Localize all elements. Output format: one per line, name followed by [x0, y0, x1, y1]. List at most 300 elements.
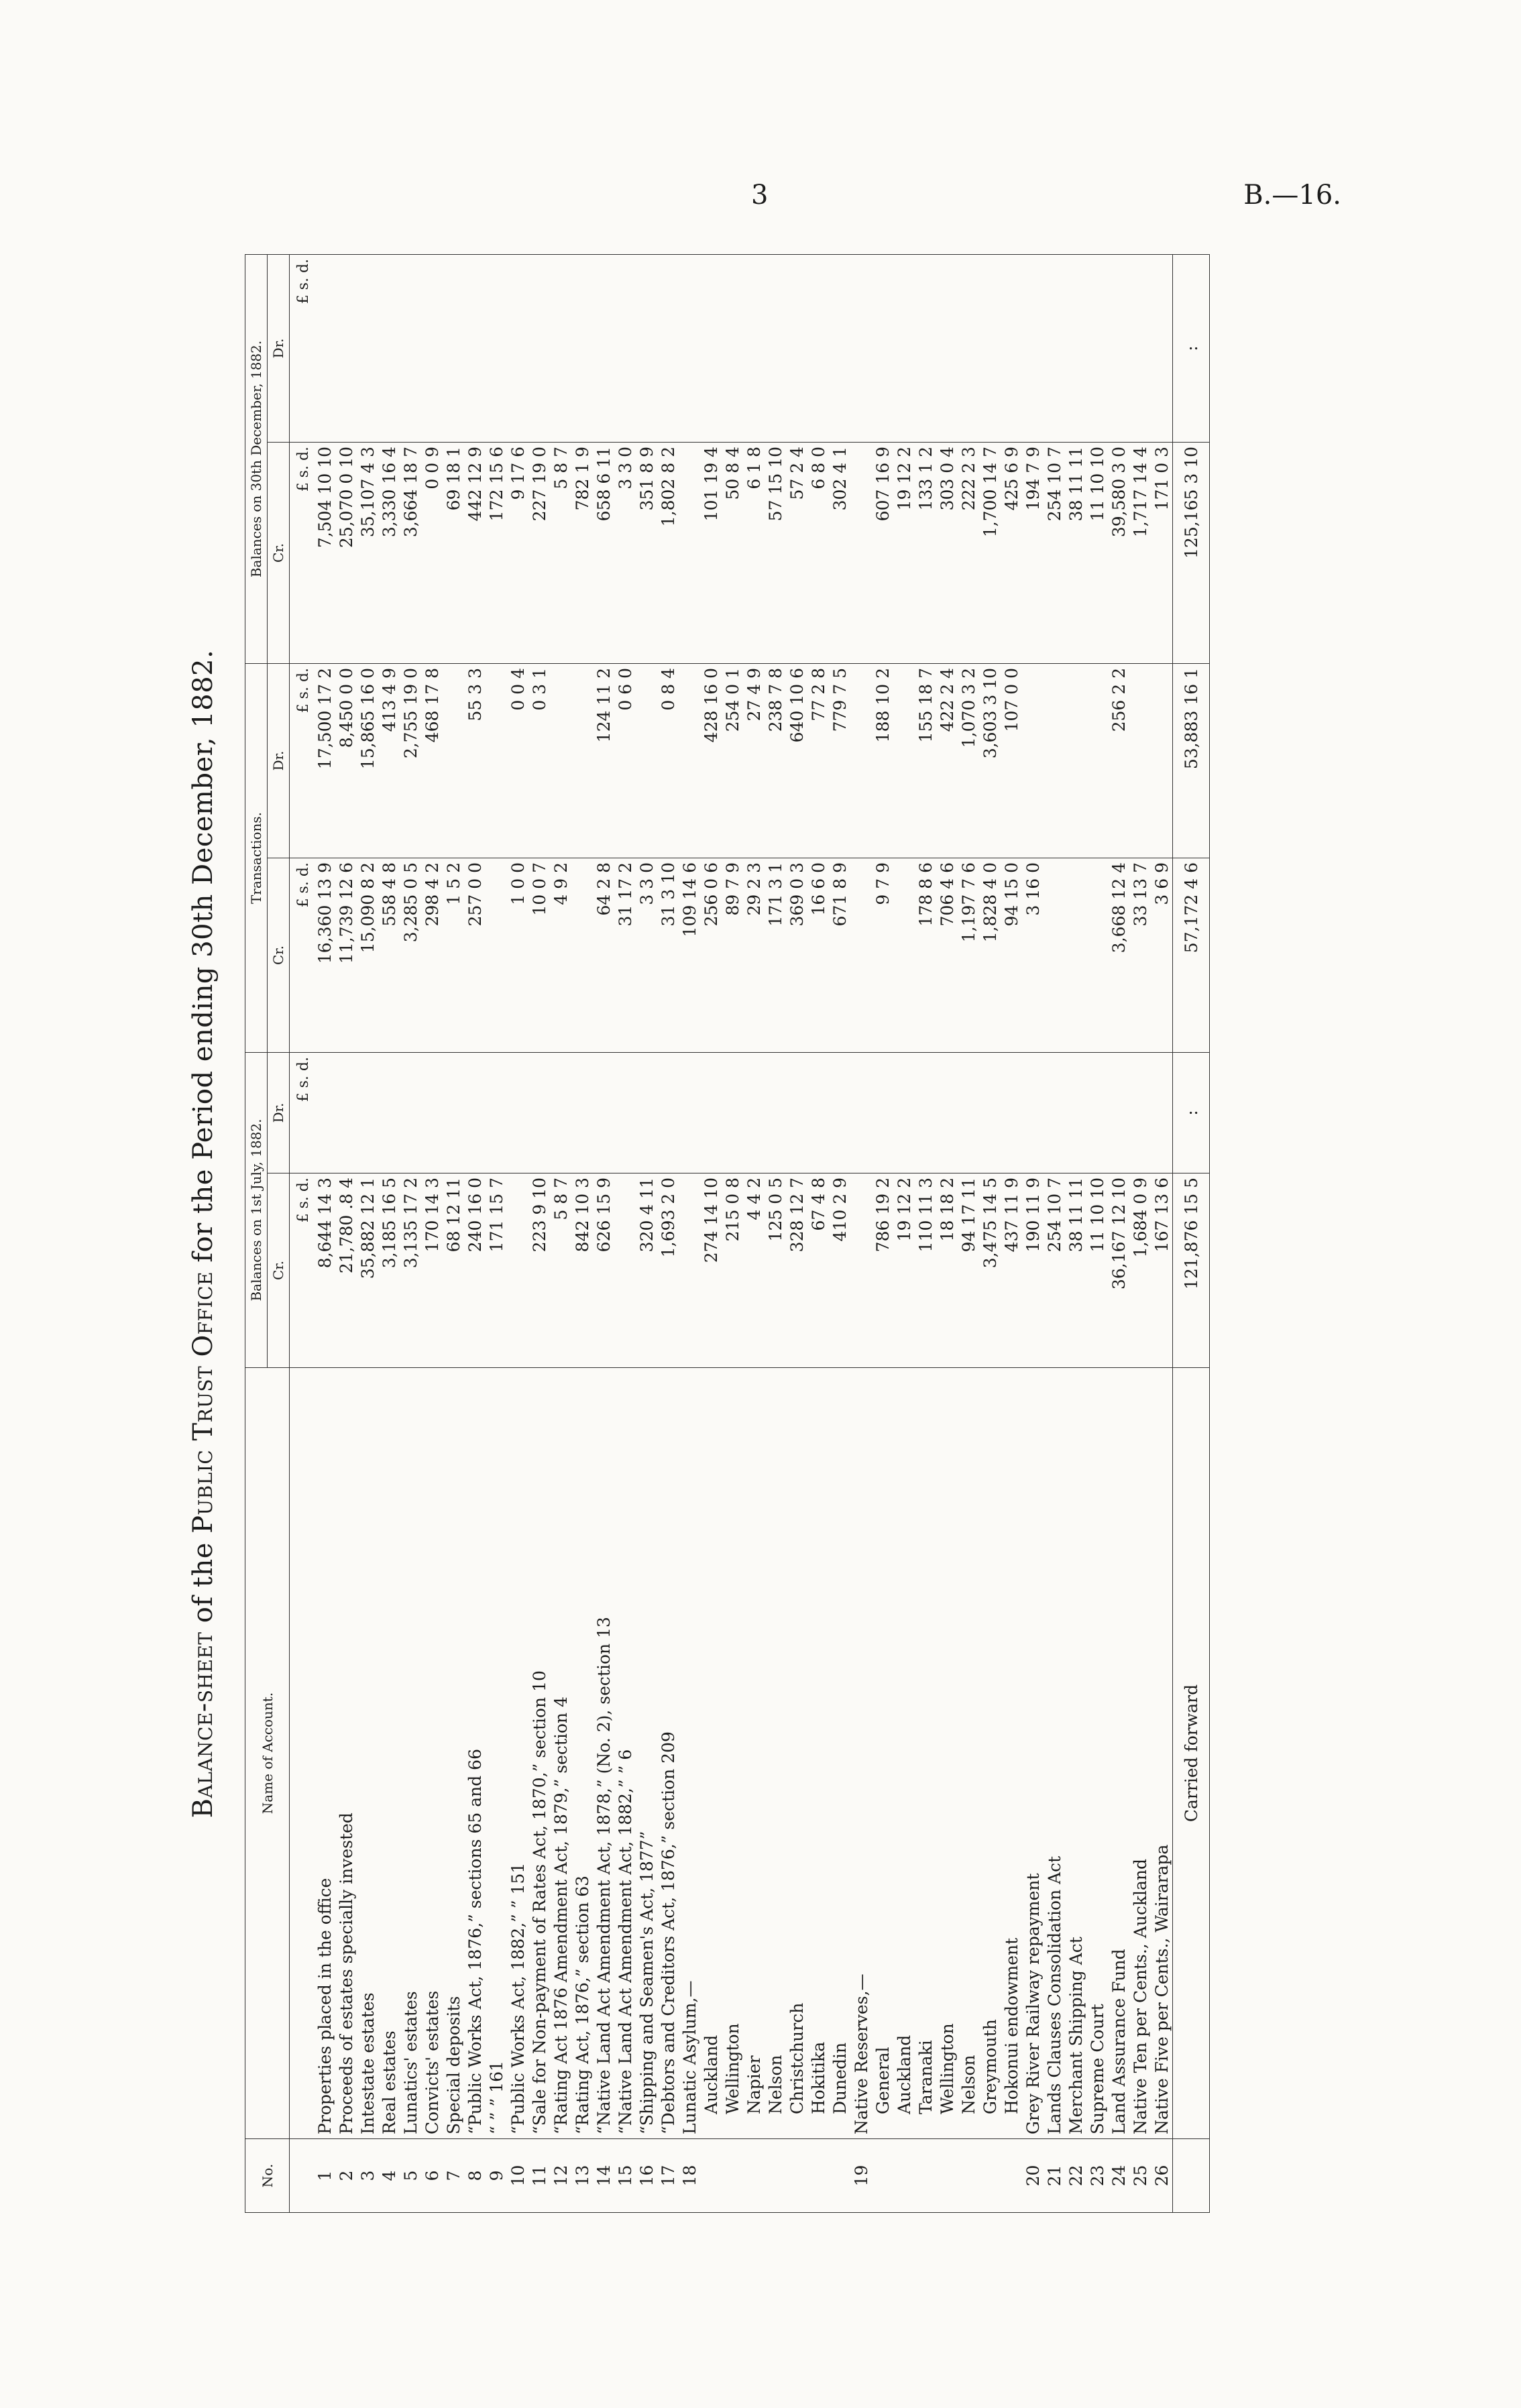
units-close-dr: £ s. d. — [290, 254, 315, 442]
closing-cr: 19 12 2 — [893, 442, 915, 663]
opening-dr — [829, 1053, 850, 1173]
row-number: 4 — [378, 2139, 400, 2213]
opening-cr: 21,780 .8 4 — [335, 1173, 357, 1368]
opening-dr — [850, 1053, 872, 1173]
row-number — [700, 2139, 722, 2213]
row-number: 23 — [1086, 2139, 1108, 2213]
account-name: Wellington — [722, 1368, 743, 2139]
closing-cr: 425 6 9 — [1001, 442, 1022, 663]
opening-dr — [1044, 1053, 1065, 1173]
closing-cr: 50 8 4 — [722, 442, 743, 663]
transaction-dr: 3,603 3 10 — [979, 663, 1001, 858]
closing-dr — [357, 254, 378, 442]
table-row — [400, 254, 421, 2212]
table-row — [443, 254, 464, 2212]
closing-cr: 39,580 3 0 — [1108, 442, 1129, 663]
closing-cr: 7,504 10 10 — [314, 442, 335, 663]
account-name: Real estates — [378, 1368, 400, 2139]
row-number — [829, 2139, 850, 2213]
transaction-cr — [1044, 858, 1065, 1053]
transaction-cr: 31 3 10 — [657, 858, 679, 1053]
transaction-dr: 256 2 2 — [1108, 663, 1129, 858]
transaction-cr: 1,828 4 0 — [979, 858, 1001, 1053]
transaction-dr: 17,500 17 2 — [314, 663, 335, 858]
account-name: General — [872, 1368, 893, 2139]
opening-cr: 190 11 9 — [1022, 1173, 1044, 1368]
table-row — [335, 254, 357, 2212]
closing-dr — [765, 254, 786, 442]
closing-cr: 9 17 6 — [507, 442, 528, 663]
closing-cr: 133 1 2 — [915, 442, 936, 663]
account-name: Lunatics' estates — [400, 1368, 421, 2139]
table-row — [571, 254, 593, 2212]
transaction-cr: 171 3 1 — [765, 858, 786, 1053]
transaction-dr — [550, 663, 571, 858]
closing-dr — [528, 254, 550, 442]
account-name: “Native Land Act Amendment Act, 1882,” ” 6 — [614, 1368, 636, 2139]
transaction-dr: 779 7 5 — [829, 663, 850, 858]
transaction-dr: 15,865 16 0 — [357, 663, 378, 858]
transaction-dr — [893, 663, 915, 858]
table-row — [1065, 254, 1086, 2212]
closing-cr: 1,717 14 4 — [1129, 442, 1151, 663]
opening-dr — [700, 1053, 722, 1173]
header-no: No. — [245, 2139, 290, 2213]
account-name: Merchant Shipping Act — [1065, 1368, 1086, 2139]
table-row — [421, 254, 443, 2212]
transaction-dr — [1129, 663, 1151, 858]
closing-dr — [1086, 254, 1108, 442]
account-name: Nelson — [765, 1368, 786, 2139]
closing-dr — [400, 254, 421, 442]
closing-dr — [807, 254, 829, 442]
closing-cr: 171 0 3 — [1151, 442, 1173, 663]
account-name: “Sale for Non-payment of Rates Act, 1870,” section 10 — [528, 1368, 550, 2139]
table-row — [636, 254, 657, 2212]
opening-dr — [786, 1053, 807, 1173]
opening-cr: 3,475 14 5 — [979, 1173, 1001, 1368]
opening-dr — [679, 1053, 700, 1173]
header-open-cr: Cr. — [268, 1173, 290, 1368]
table-row — [507, 254, 528, 2212]
transaction-cr: 256 0 6 — [700, 858, 722, 1053]
row-number: 8 — [464, 2139, 486, 2213]
transaction-dr: 8,450 0 0 — [335, 663, 357, 858]
account-name: “Public Works Act, 1876,” sections 65 and 66 — [464, 1368, 486, 2139]
closing-cr: 25,070 0 10 — [335, 442, 357, 663]
account-name: Wellington — [936, 1368, 958, 2139]
opening-dr — [1086, 1053, 1108, 1173]
opening-dr — [507, 1053, 528, 1173]
closing-dr — [550, 254, 571, 442]
table-row — [829, 254, 850, 2212]
table-row — [1022, 254, 1044, 2212]
opening-cr: 19 12 2 — [893, 1173, 915, 1368]
table-row — [550, 254, 571, 2212]
closing-dr — [486, 254, 507, 442]
opening-dr — [1151, 1053, 1173, 1173]
opening-dr — [1129, 1053, 1151, 1173]
row-number: 14 — [593, 2139, 614, 2213]
table-row — [1001, 254, 1022, 2212]
closing-dr — [979, 254, 1001, 442]
opening-cr: 36,167 12 10 — [1108, 1173, 1129, 1368]
row-number — [915, 2139, 936, 2213]
row-number: 13 — [571, 2139, 593, 2213]
header-closing-balances: Balances on 30th December, 1882. — [245, 254, 268, 663]
table-row — [657, 254, 679, 2212]
opening-dr — [1001, 1053, 1022, 1173]
title-prefix: Balance-sheet — [188, 1631, 219, 1819]
transaction-dr: 1,070 3 2 — [958, 663, 979, 858]
transaction-dr — [443, 663, 464, 858]
row-number: 21 — [1044, 2139, 1065, 2213]
balance-sheet — [181, 255, 1314, 2213]
row-number — [872, 2139, 893, 2213]
opening-cr: 626 15 9 — [593, 1173, 614, 1368]
table-row — [1129, 254, 1151, 2212]
opening-dr — [915, 1053, 936, 1173]
opening-cr: 125 0 5 — [765, 1173, 786, 1368]
row-number — [979, 2139, 1001, 2213]
row-number: 6 — [421, 2139, 443, 2213]
row-number — [807, 2139, 829, 2213]
units-open-cr: £ s. d. — [290, 1173, 315, 1368]
closing-cr: 607 16 9 — [872, 442, 893, 663]
account-name: “Shipping and Seamen's Act, 1877” — [636, 1368, 657, 2139]
account-name: Napier — [743, 1368, 765, 2139]
transaction-dr: 2,755 19 0 — [400, 663, 421, 858]
transaction-dr: 238 7 8 — [765, 663, 786, 858]
account-name: Native Five per Cents., Wairarapa — [1151, 1368, 1173, 2139]
ledger-table — [245, 254, 1210, 2213]
closing-cr: 3 3 0 — [614, 442, 636, 663]
row-number: 15 — [614, 2139, 636, 2213]
account-name: Native Ten per Cents., Auckland — [1129, 1368, 1151, 2139]
row-number — [786, 2139, 807, 2213]
account-name: “Native Land Act Amendment Act, 1878,” (No. 2), section 13 — [593, 1368, 614, 2139]
transaction-cr: 10 0 7 — [528, 858, 550, 1053]
row-number: 22 — [1065, 2139, 1086, 2213]
table-row — [378, 254, 400, 2212]
table-row — [786, 254, 807, 2212]
total-open-cr: 121,876 15 5 — [1173, 1173, 1210, 1368]
table-row — [528, 254, 550, 2212]
transaction-dr: 188 10 2 — [872, 663, 893, 858]
transaction-cr: 15,090 8 2 — [357, 858, 378, 1053]
opening-dr — [593, 1053, 614, 1173]
table-row — [893, 254, 915, 2212]
opening-cr: 223 9 10 — [528, 1173, 550, 1368]
closing-cr: 442 12 9 — [464, 442, 486, 663]
opening-dr — [614, 1053, 636, 1173]
opening-dr — [314, 1053, 335, 1173]
total-close-dr: : — [1173, 254, 1210, 442]
account-name: Auckland — [893, 1368, 915, 2139]
account-name: Grey River Railway repayment — [1022, 1368, 1044, 2139]
row-number — [722, 2139, 743, 2213]
opening-cr: 320 4 11 — [636, 1173, 657, 1368]
account-name: Hokitika — [807, 1368, 829, 2139]
closing-dr — [915, 254, 936, 442]
closing-dr — [443, 254, 464, 442]
opening-cr: 842 10 3 — [571, 1173, 593, 1368]
header-transactions: Transactions. — [245, 663, 268, 1052]
transaction-cr — [1086, 858, 1108, 1053]
closing-cr: 57 15 10 — [765, 442, 786, 663]
closing-cr: 302 4 1 — [829, 442, 850, 663]
transaction-dr: 0 3 1 — [528, 663, 550, 858]
transaction-cr: 1,197 7 6 — [958, 858, 979, 1053]
total-trans-dr: 53,883 16 1 — [1173, 663, 1210, 858]
table-row — [486, 254, 507, 2212]
row-number: 19 — [850, 2139, 872, 2213]
transaction-cr — [893, 858, 915, 1053]
page-number: 3 — [751, 180, 769, 211]
closing-dr — [657, 254, 679, 442]
opening-dr — [1065, 1053, 1086, 1173]
transaction-dr — [850, 663, 872, 858]
ledger-body — [290, 254, 1173, 2212]
opening-cr: 18 18 2 — [936, 1173, 958, 1368]
opening-cr: 240 16 0 — [464, 1173, 486, 1368]
opening-dr — [979, 1053, 1001, 1173]
row-number — [958, 2139, 979, 2213]
transaction-dr: 0 8 4 — [657, 663, 679, 858]
transaction-dr: 413 4 9 — [378, 663, 400, 858]
header-trans-dr: Dr. — [268, 663, 290, 858]
closing-dr — [786, 254, 807, 442]
closing-cr: 227 19 0 — [528, 442, 550, 663]
closing-dr — [1065, 254, 1086, 442]
opening-dr — [657, 1053, 679, 1173]
total-close-cr: 125,165 3 10 — [1173, 442, 1210, 663]
opening-dr — [722, 1053, 743, 1173]
units-close-cr: £ s. d. — [290, 442, 315, 663]
closing-cr: 782 1 9 — [571, 442, 593, 663]
row-number — [765, 2139, 786, 2213]
table-row — [958, 254, 979, 2212]
closing-cr: 11 10 10 — [1086, 442, 1108, 663]
total-open-dr: : — [1173, 1053, 1210, 1173]
opening-cr — [850, 1173, 872, 1368]
transaction-dr: 468 17 8 — [421, 663, 443, 858]
row-number: 26 — [1151, 2139, 1173, 2213]
header-opening-balances: Balances on 1st July, 1882. — [245, 1053, 268, 1368]
transaction-cr: 3,668 12 4 — [1108, 858, 1129, 1053]
transaction-dr: 155 18 7 — [915, 663, 936, 858]
units-row — [290, 254, 315, 2212]
table-row — [679, 254, 700, 2212]
transaction-cr: 558 4 8 — [378, 858, 400, 1053]
opening-cr: 38 11 11 — [1065, 1173, 1086, 1368]
transaction-cr: 3 6 9 — [1151, 858, 1173, 1053]
opening-cr: 437 11 9 — [1001, 1173, 1022, 1368]
row-number: 17 — [657, 2139, 679, 2213]
account-name: Dunedin — [829, 1368, 850, 2139]
account-name: Nelson — [958, 1368, 979, 2139]
closing-cr: 3,664 18 7 — [400, 442, 421, 663]
transaction-dr — [1151, 663, 1173, 858]
account-name: Hokonui endowment — [1001, 1368, 1022, 2139]
page-header — [0, 180, 1521, 220]
account-name: Christchurch — [786, 1368, 807, 2139]
transaction-cr: 298 4 2 — [421, 858, 443, 1053]
opening-cr: 4 4 2 — [743, 1173, 765, 1368]
account-name: Convicts' estates — [421, 1368, 443, 2139]
closing-dr — [507, 254, 528, 442]
closing-dr — [1044, 254, 1065, 442]
row-number: 20 — [1022, 2139, 1044, 2213]
opening-dr — [936, 1053, 958, 1173]
account-name: Lunatic Asylum,— — [679, 1368, 700, 2139]
transaction-dr — [1086, 663, 1108, 858]
total-label: Carried forward — [1173, 1368, 1210, 2139]
row-number: 18 — [679, 2139, 700, 2213]
transaction-cr — [1065, 858, 1086, 1053]
table-row — [872, 254, 893, 2212]
table-row — [464, 254, 486, 2212]
closing-dr — [335, 254, 357, 442]
row-number: 3 — [357, 2139, 378, 2213]
closing-dr — [314, 254, 335, 442]
closing-dr — [571, 254, 593, 442]
row-number: 7 — [443, 2139, 464, 2213]
opening-dr — [765, 1053, 786, 1173]
units-trans-cr: £ s. d. — [290, 858, 315, 1053]
transaction-cr: 3 16 0 — [1022, 858, 1044, 1053]
opening-dr — [528, 1053, 550, 1173]
transaction-cr: 16 6 0 — [807, 858, 829, 1053]
opening-dr — [357, 1053, 378, 1173]
table-row — [979, 254, 1001, 2212]
closing-cr: 658 6 11 — [593, 442, 614, 663]
account-name: Land Assurance Fund — [1108, 1368, 1129, 2139]
closing-dr — [614, 254, 636, 442]
account-name: “Debtors and Creditors Act, 1876,” section 209 — [657, 1368, 679, 2139]
opening-dr — [958, 1053, 979, 1173]
row-number: 9 — [486, 2139, 507, 2213]
transaction-cr: 1 0 0 — [507, 858, 528, 1053]
account-name: “Rating Act, 1876,” section 63 — [571, 1368, 593, 2139]
opening-cr: 410 2 9 — [829, 1173, 850, 1368]
transaction-dr — [1065, 663, 1086, 858]
opening-dr — [464, 1053, 486, 1173]
closing-dr — [421, 254, 443, 442]
transaction-dr — [679, 663, 700, 858]
closing-cr: 6 1 8 — [743, 442, 765, 663]
transaction-dr: 254 0 1 — [722, 663, 743, 858]
closing-dr — [593, 254, 614, 442]
table-row — [614, 254, 636, 2212]
account-name: “Rating Act 1876 Amendment Act, 1879,” section 4 — [550, 1368, 571, 2139]
row-number — [936, 2139, 958, 2213]
closing-cr: 69 18 1 — [443, 442, 464, 663]
transaction-cr: 257 0 0 — [464, 858, 486, 1053]
row-number — [743, 2139, 765, 2213]
table-row — [915, 254, 936, 2212]
opening-dr — [335, 1053, 357, 1173]
opening-cr: 786 19 2 — [872, 1173, 893, 1368]
closing-cr — [679, 442, 700, 663]
closing-cr: 1,700 14 7 — [979, 442, 1001, 663]
opening-cr — [679, 1173, 700, 1368]
row-number: 12 — [550, 2139, 571, 2213]
transaction-cr: 89 7 9 — [722, 858, 743, 1053]
closing-cr: 1,802 8 2 — [657, 442, 679, 663]
transaction-cr: 3 3 0 — [636, 858, 657, 1053]
closing-cr: 351 8 9 — [636, 442, 657, 663]
closing-cr: 35,107 4 3 — [357, 442, 378, 663]
closing-dr — [722, 254, 743, 442]
row-number: 5 — [400, 2139, 421, 2213]
transaction-cr: 671 8 9 — [829, 858, 850, 1053]
opening-cr: 1,684 0 9 — [1129, 1173, 1151, 1368]
units-trans-dr: £ s. d. — [290, 663, 315, 858]
opening-cr: 3,185 16 5 — [378, 1173, 400, 1368]
table-row — [314, 254, 335, 2212]
table-row — [700, 254, 722, 2212]
closing-cr: 0 0 9 — [421, 442, 443, 663]
closing-dr — [743, 254, 765, 442]
opening-dr — [1022, 1053, 1044, 1173]
row-number: 11 — [528, 2139, 550, 2213]
table-row — [765, 254, 786, 2212]
opening-dr — [443, 1053, 464, 1173]
closing-dr — [1001, 254, 1022, 442]
opening-dr — [872, 1053, 893, 1173]
transaction-dr — [636, 663, 657, 858]
closing-dr — [1108, 254, 1129, 442]
document-code: B.—16. — [1243, 180, 1341, 211]
closing-cr: 101 19 4 — [700, 442, 722, 663]
transaction-dr — [1022, 663, 1044, 858]
table-row — [1044, 254, 1065, 2212]
transaction-dr — [571, 663, 593, 858]
opening-cr: 171 15 7 — [486, 1173, 507, 1368]
opening-cr: 3,135 17 2 — [400, 1173, 421, 1368]
transaction-cr: 3,285 0 5 — [400, 858, 421, 1053]
opening-cr: 94 17 11 — [958, 1173, 979, 1368]
closing-cr: 3,330 16 4 — [378, 442, 400, 663]
header-open-dr: Dr. — [268, 1053, 290, 1173]
title-office: Public Trust Office — [188, 1271, 219, 1534]
opening-dr — [550, 1053, 571, 1173]
account-name: Proceeds of estates specially invested — [335, 1368, 357, 2139]
transaction-dr: 107 0 0 — [1001, 663, 1022, 858]
table-row — [850, 254, 872, 2212]
opening-cr: 167 13 6 — [1151, 1173, 1173, 1368]
transaction-dr: 77 2 8 — [807, 663, 829, 858]
row-number: 25 — [1129, 2139, 1151, 2213]
table-row — [807, 254, 829, 2212]
table-row — [593, 254, 614, 2212]
transaction-cr: 9 7 9 — [872, 858, 893, 1053]
closing-dr — [893, 254, 915, 442]
transaction-dr — [1044, 663, 1065, 858]
transaction-cr: 178 8 6 — [915, 858, 936, 1053]
closing-dr — [936, 254, 958, 442]
transaction-dr: 428 16 0 — [700, 663, 722, 858]
transaction-dr: 55 3 3 — [464, 663, 486, 858]
opening-cr: 170 14 3 — [421, 1173, 443, 1368]
transaction-cr: 1 5 2 — [443, 858, 464, 1053]
account-name: Auckland — [700, 1368, 722, 2139]
transaction-cr — [850, 858, 872, 1053]
closing-cr: 6 8 0 — [807, 442, 829, 663]
account-name: Native Reserves,— — [850, 1368, 872, 2139]
account-name: Special deposits — [443, 1368, 464, 2139]
